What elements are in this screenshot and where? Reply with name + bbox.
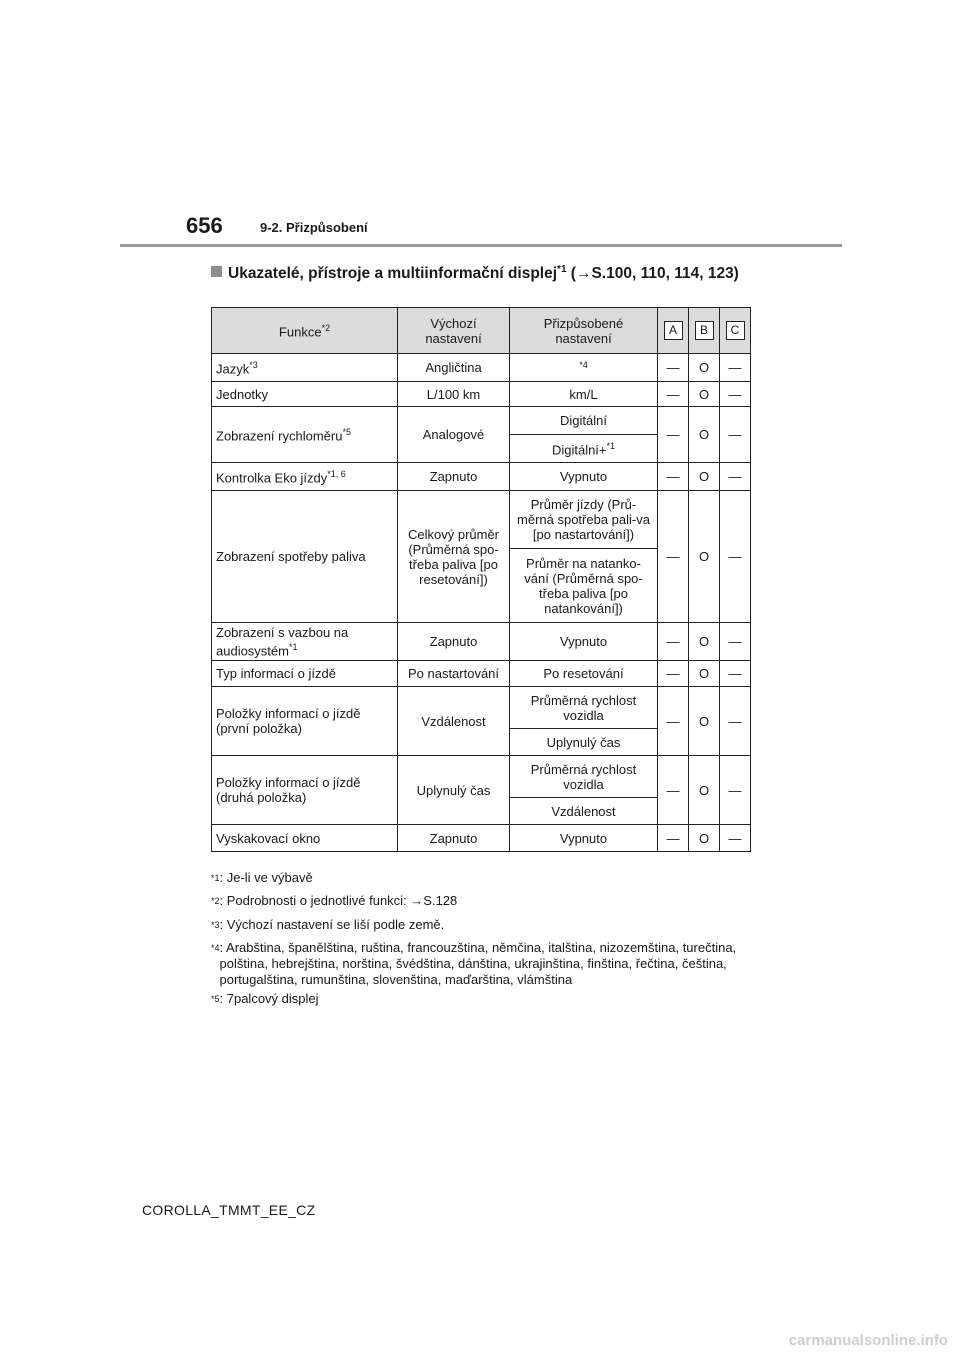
row-b: O xyxy=(689,354,720,382)
row-custom: Průměrná rychlost vozidla xyxy=(510,756,658,798)
row-c: — xyxy=(720,661,751,687)
table-row xyxy=(212,825,751,852)
footnote: $^{*5}$ : 7palcový displej xyxy=(211,990,319,1006)
row-c: — xyxy=(720,756,751,825)
row-custom: Digitální xyxy=(510,407,658,435)
heading-bullet-icon xyxy=(211,266,222,277)
model-code: COROLLA_TMMT_EE_CZ xyxy=(142,1202,316,1218)
table-row xyxy=(212,623,751,661)
table-row xyxy=(212,463,751,491)
table-row xyxy=(212,491,751,549)
header-c xyxy=(720,308,751,354)
row-b: O xyxy=(689,661,720,687)
row-custom: Vypnuto xyxy=(510,463,658,491)
row-function: Zobrazení spotřeby paliva xyxy=(212,491,398,623)
row-default: Po nastartování xyxy=(398,661,510,687)
row-a: — xyxy=(658,661,689,687)
row-custom: Vypnuto xyxy=(510,623,658,661)
footnote: $^{*2}$ : Podrobnosti o jednotlivé funkci: →S.128 xyxy=(211,893,458,909)
table-row xyxy=(212,661,751,687)
letter-a-icon: A xyxy=(664,321,683,340)
row-b: O xyxy=(689,382,720,407)
header-custom: Přizpůsobené nastavení xyxy=(510,308,658,354)
row-custom: Po resetování xyxy=(510,661,658,687)
footnote: $^{*4}$ : Arabština, španělština, ruština, francouzština, němčina, italština, nizozemština, turečtina, polština, hebrejština, norština, švédština, dánština, ukrajinština, finština, řečtina, čeština, portugalština, rumunština, slovenština, maďarština, vlámština xyxy=(211,939,737,987)
table-row xyxy=(212,756,751,798)
header-rule xyxy=(120,244,842,247)
arrow-icon: → xyxy=(575,265,592,283)
row-b: O xyxy=(689,491,720,623)
row-b: O xyxy=(689,463,720,491)
header-a xyxy=(658,308,689,354)
row-default: Vzdálenost xyxy=(398,687,510,756)
row-default: Zapnuto xyxy=(398,463,510,491)
header-default: Výchozí nastavení xyxy=(398,308,510,354)
row-b: O xyxy=(689,756,720,825)
heading-text: Ukazatelé, přístroje a multiinformační displej xyxy=(228,265,558,283)
heading-sup: *1 xyxy=(557,264,567,275)
row-c: — xyxy=(720,382,751,407)
table-header-row xyxy=(212,308,751,354)
page-number: 656 xyxy=(186,213,223,238)
table-row xyxy=(212,354,751,382)
row-function: Jednotky xyxy=(212,382,398,407)
row-a: — xyxy=(658,623,689,661)
row-a: — xyxy=(658,756,689,825)
row-default: Angličtina xyxy=(398,354,510,382)
row-a: — xyxy=(658,825,689,852)
row-function: Položky informací o jízdě (první položka) xyxy=(212,687,398,756)
row-custom: *4 xyxy=(510,354,658,382)
letter-c-icon: C xyxy=(726,321,745,340)
row-b: O xyxy=(689,407,720,463)
row-function: Vyskakovací okno xyxy=(212,825,398,852)
heading-paren: ( xyxy=(566,265,576,283)
row-b: O xyxy=(689,687,720,756)
row-c: — xyxy=(720,407,751,463)
section-title: 9-2. Přizpůsobení xyxy=(260,220,368,235)
row-a: — xyxy=(658,382,689,407)
row-custom: Uplynulý čas xyxy=(510,729,658,756)
row-default: Zapnuto xyxy=(398,825,510,852)
row-b: O xyxy=(689,825,720,852)
row-custom: Průměr jízdy (Prů-měrná spotřeba pali-va [po nastartování]) xyxy=(510,491,658,549)
table-row xyxy=(212,407,751,435)
row-custom: Průměrná rychlost vozidla xyxy=(510,687,658,729)
row-function: Jazyk$^{*3}$ xyxy=(212,354,398,382)
row-a: — xyxy=(658,491,689,623)
heading-ref: S.100, 110, 114, 123) xyxy=(591,265,739,283)
header-b xyxy=(689,308,720,354)
row-function: Kontrolka Eko jízdy$^{*1, 6}$ xyxy=(212,463,398,491)
row-function: Položky informací o jízdě (druhá položka) xyxy=(212,756,398,825)
footnote: $^{*3}$ : Výchozí nastavení se liší podle země. xyxy=(211,916,445,932)
row-default: Uplynulý čas xyxy=(398,756,510,825)
watermark: carmanualsonline.info xyxy=(788,1332,948,1349)
row-custom: Průměr na natanko-vání (Průměrná spo-třeba paliva [po natankování]) xyxy=(510,549,658,623)
row-a: — xyxy=(658,687,689,756)
row-function: Zobrazení rychloměru$^{*5}$ xyxy=(212,407,398,463)
footnotes xyxy=(211,870,771,1014)
row-function: Zobrazení s vazbou na audiosystém$^{*1}$ xyxy=(212,623,398,661)
table-row xyxy=(212,687,751,729)
heading xyxy=(228,257,768,287)
row-a: — xyxy=(658,407,689,463)
header-function: Funkce$^{*2}$ xyxy=(212,308,398,354)
row-custom: Vypnuto xyxy=(510,825,658,852)
letter-b-icon: B xyxy=(695,321,714,340)
row-custom: Digitální+$^{*1}$ xyxy=(510,435,658,463)
row-default: Celkový průměr (Průměrná spo-třeba paliva [po resetování]) xyxy=(398,491,510,623)
row-function: Typ informací o jízdě xyxy=(212,661,398,687)
row-default: Analogové xyxy=(398,407,510,463)
row-b: O xyxy=(689,623,720,661)
row-c: — xyxy=(720,623,751,661)
row-c: — xyxy=(720,687,751,756)
row-a: — xyxy=(658,463,689,491)
footnote: $^{*1}$ : Je-li ve výbavě xyxy=(211,870,313,885)
table-row xyxy=(212,382,751,407)
row-custom: Vzdálenost xyxy=(510,798,658,825)
row-c: — xyxy=(720,825,751,852)
row-default: L/100 km xyxy=(398,382,510,407)
row-c: — xyxy=(720,463,751,491)
row-a: — xyxy=(658,354,689,382)
row-c: — xyxy=(720,491,751,623)
settings-table xyxy=(211,307,751,852)
row-c: — xyxy=(720,354,751,382)
row-custom: km/L xyxy=(510,382,658,407)
row-default: Zapnuto xyxy=(398,623,510,661)
